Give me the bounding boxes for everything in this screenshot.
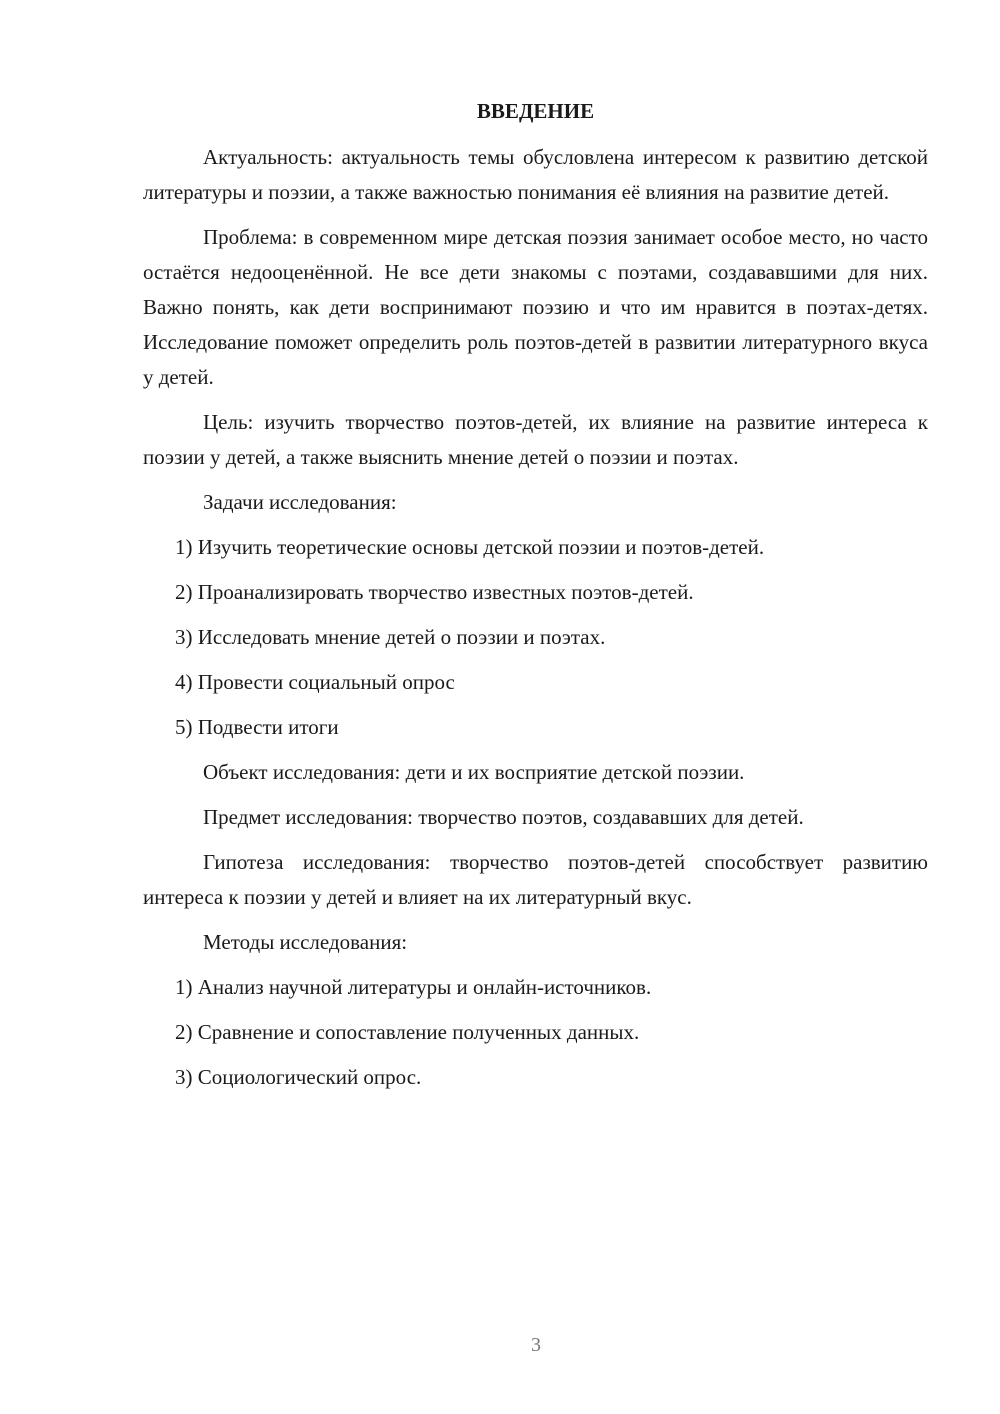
hypothesis-paragraph: Гипотеза исследования: творчество поэтов-детей способствует развитию интереса к поэзии у детей и влияет на их литературный вкус.	[143, 850, 928, 909]
method-item: 2) Сравнение и сопоставление полученных данных.	[175, 1020, 640, 1044]
task-item: 5) Подвести итоги	[175, 715, 339, 739]
page-number: 3	[531, 1334, 541, 1356]
task-item: 3) Исследовать мнение детей о поэзии и поэтах.	[175, 625, 606, 649]
section-heading: ВВЕДЕНИЕ	[476, 99, 595, 123]
task-item: 2) Проанализировать творчество известных поэтов-детей.	[175, 580, 694, 604]
object-paragraph: Объект исследования: дети и их восприятие детской поэзии.	[203, 760, 745, 784]
task-item: 4) Провести социальный опрос	[175, 670, 455, 694]
method-item: 3) Социологический опрос.	[175, 1065, 422, 1089]
method-item: 1) Анализ научной литературы и онлайн-источников.	[175, 975, 652, 999]
relevance-paragraph: Актуальность: актуальность темы обусловлена интересом к развитию детской литературы и поэзии, а также важностью понимания её влияния на развитие детей.	[143, 145, 928, 204]
goal-paragraph: Цель: изучить творчество поэтов-детей, их влияние на развитие интереса к поэзии у детей, а также выяснить мнение детей о поэзии и поэтах.	[143, 410, 928, 469]
subject-paragraph: Предмет исследования: творчество поэтов, создававших для детей.	[203, 805, 804, 829]
tasks-label: Задачи исследования:	[203, 490, 397, 514]
page-content	[143, 96, 928, 1105]
task-item: 1) Изучить теоретические основы детской поэзии и поэтов-детей.	[175, 535, 765, 559]
problem-paragraph: Проблема: в современном мире детская поэзия занимает особое место, но часто остаётся недооценённой. Не все дети знакомы с поэтами, создававшими для них. Важно понять, как дети воспринимают поэзию и что им нравится в поэтах-детях. Исследование поможет определить роль поэтов-детей в развитии литературного вкуса у детей.	[143, 225, 928, 389]
methods-label: Методы исследования:	[203, 930, 408, 954]
